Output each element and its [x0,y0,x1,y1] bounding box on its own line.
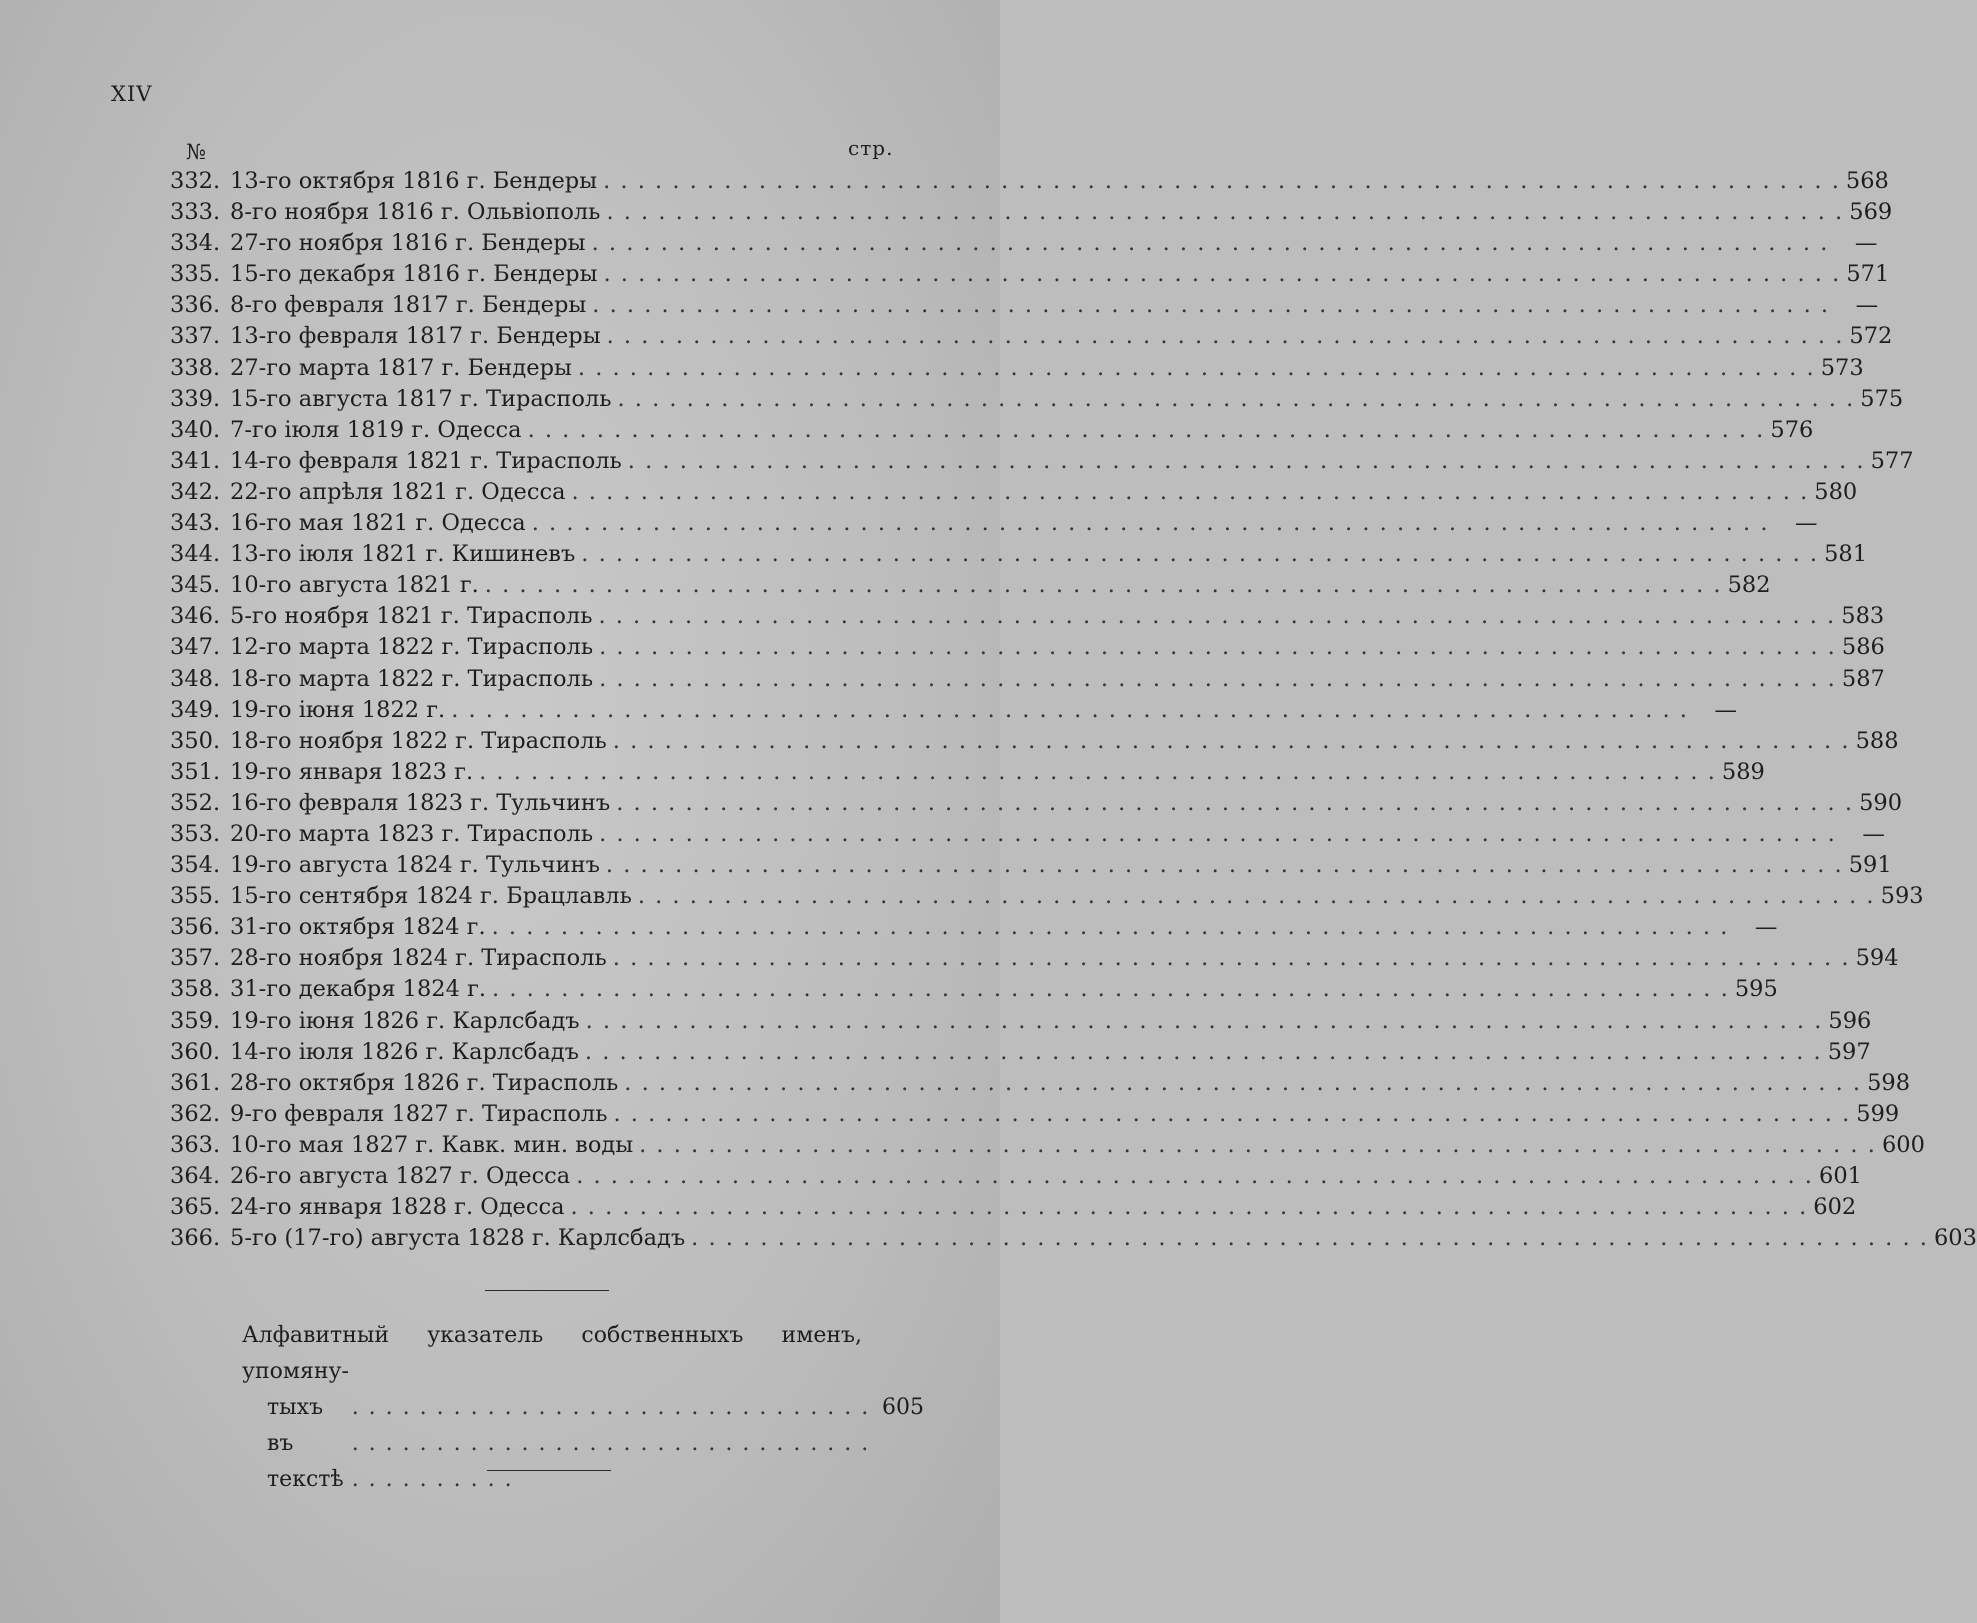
toc-entry-title: 31-го декабря 1824 г. [230,976,487,1003]
toc-entry [170,477,1858,508]
page-number: XIV [111,82,153,106]
separator-rule [487,1470,611,1471]
toc-entry [170,415,1814,446]
toc-entry-page: 597 [1827,1038,1871,1065]
dot-leader [485,570,1721,601]
toc-entry-title: 14-го февраля 1821 г. Тирасполь [230,447,622,474]
toc-entry-number: 347. [170,634,221,661]
toc-entry-number: 344. [170,541,221,568]
toc-entry-page: 583 [1841,603,1885,630]
toc-entry-page: — [1855,292,1879,319]
toc-entry [170,1037,1871,1068]
toc-entry [170,1068,1911,1099]
toc-entry [170,912,1778,943]
toc-entry [170,1130,1925,1161]
dot-leader [492,974,1728,1005]
toc-entry [170,757,1765,788]
toc-entry-number: 357. [170,945,221,972]
toc-entry [170,570,1771,601]
toc-entry-page: 595 [1734,976,1778,1003]
dot-leader [607,321,1843,352]
toc-entry-title: 5-го ноября 1821 г. Тирасполь [230,603,593,630]
dot-leader [352,1390,872,1498]
toc-entry-page: 575 [1860,385,1904,412]
toc-entry-number: 352. [170,789,221,816]
toc-entry-page: — [1754,914,1778,941]
toc-entry-page: 596 [1828,1007,1872,1034]
table-of-contents [170,166,1977,1254]
toc-entry-page: — [1795,510,1818,537]
index-entry-title-line2: тыхъ въ текстѣ [267,1395,344,1492]
dot-leader [576,1161,1812,1192]
dot-leader [532,508,1768,539]
toc-entry-title: 28-го ноября 1824 г. Тирасполь [230,945,607,972]
dot-leader [638,881,1874,912]
dot-leader [639,1130,1875,1161]
dot-leader [479,757,1715,788]
dot-leader [613,1099,1849,1130]
toc-entry-page: 586 [1841,634,1885,661]
dot-leader [628,446,1864,477]
dot-leader [581,539,1817,570]
toc-entry [170,943,1899,974]
dot-leader [570,1192,1806,1223]
toc-entry [170,1161,1862,1192]
toc-entry-title: 27-го ноября 1816 г. Бендеры [230,230,586,257]
toc-entry-page: — [1862,820,1885,847]
dot-leader [604,259,1840,290]
toc-entry-title: 20-го марта 1823 г. Тирасполь [230,820,594,847]
toc-entry-page: 582 [1727,572,1771,599]
toc-entry [170,1192,1857,1223]
toc-entry-page: 571 [1846,261,1890,288]
dot-leader [585,1037,1821,1068]
toc-entry-number: 350. [170,727,221,754]
dot-leader [616,788,1852,819]
toc-entry [170,1006,1872,1037]
toc-entry-number: 364. [170,1163,221,1189]
toc-entry [170,508,1818,539]
toc-entry [170,1223,1977,1254]
dot-leader [691,1223,1927,1254]
toc-entry-title: 19-го января 1823 г. [230,758,474,785]
index-entry [242,1318,924,1498]
toc-entry-number: 355. [170,883,221,910]
toc-entry [170,881,1924,912]
toc-entry-page: 603 [1933,1225,1977,1252]
toc-entry-title: 13-го iюля 1821 г. Кишиневъ [230,541,576,568]
toc-entry-page: 581 [1824,541,1868,568]
toc-entry-title: 22-го апрѣля 1821 г. Одесса [230,478,566,505]
toc-entry [170,321,1893,352]
toc-entry-title: 24-го января 1828 г. Одесса [230,1194,565,1221]
toc-entry [170,197,1893,228]
toc-entry-number: 358. [170,976,221,1003]
toc-entry-page: 587 [1841,665,1885,692]
toc-entry-number: 341. [170,447,221,474]
toc-entry-page: 573 [1820,354,1864,381]
toc-entry-number: 365. [170,1194,221,1221]
page-column-header: стр. [848,136,894,160]
toc-entry [170,726,1899,757]
dot-leader [492,912,1728,943]
separator-rule [485,1290,609,1291]
toc-entry [170,228,1878,259]
toc-entry-page: 598 [1867,1069,1911,1096]
toc-entry-number: 349. [170,696,221,723]
toc-entry-number: 360. [170,1038,221,1065]
toc-entry [170,788,1903,819]
dot-leader [598,601,1834,632]
toc-entry-title: 19-го августа 1824 г. Тульчинъ [230,852,600,879]
toc-entry-title: 13-го февраля 1817 г. Бендеры [230,323,601,350]
toc-entry-title: 9-го февраля 1827 г. Тирасполь [230,1100,608,1127]
toc-entry-number: 333. [170,199,221,226]
toc-entry-title: 7-го iюля 1819 г. Одесса [230,416,522,443]
toc-entry-page: 576 [1770,416,1814,443]
toc-entry-title: 26-го августа 1827 г. Одесса [230,1163,571,1189]
dot-leader [613,726,1849,757]
toc-entry-title: 5-го (17-го) августа 1828 г. Карлсбадъ [230,1225,686,1252]
toc-entry [170,632,1885,663]
toc-entry-title: 18-го марта 1822 г. Тирасполь [230,665,594,692]
toc-entry [170,850,1892,881]
toc-entry-title: 15-го сентября 1824 г. Брацлавль [230,883,632,910]
toc-entry-title: 27-го марта 1817 г. Бендеры [230,354,572,381]
toc-entry-number: 356. [170,914,221,941]
toc-entry-title: 16-го мая 1821 г. Одесса [230,510,526,537]
toc-entry-number: 346. [170,603,221,630]
dot-leader [578,353,1814,384]
toc-entry-number: 336. [170,292,221,319]
toc-entry [170,353,1864,384]
toc-entry-page: 577 [1870,447,1914,474]
dot-leader [613,943,1849,974]
toc-entry [170,290,1879,321]
toc-entry-title: 15-го августа 1817 г. Тирасполь [230,385,612,412]
dot-leader [571,477,1807,508]
toc-entry-title: 13-го октября 1816 г. Бендеры [230,168,598,194]
toc-entry-title: 10-го августа 1821 г. [230,572,479,599]
toc-entry-number: 366. [170,1225,221,1252]
toc-entry-page: 568 [1845,168,1889,194]
toc-entry-title: 28-го октября 1826 г. Тирасполь [230,1069,619,1096]
toc-entry-page: 572 [1849,323,1893,350]
toc-entry [170,1099,1900,1130]
dot-leader [528,415,1764,446]
toc-entry-number: 361. [170,1069,221,1096]
dot-leader [624,1068,1860,1099]
toc-entry-page: 602 [1813,1194,1857,1221]
toc-entry-number: 354. [170,852,221,879]
toc-entry-title: 19-го iюня 1826 г. Карлсбадъ [230,1007,580,1034]
toc-entry [170,819,1885,850]
dot-leader [606,197,1842,228]
dot-leader [599,664,1835,695]
toc-entry-number: 353. [170,820,221,847]
toc-entry-title: 18-го ноября 1822 г. Тирасполь [230,727,607,754]
toc-entry-title: 8-го февраля 1817 г. Бендеры [230,292,587,319]
toc-entry-number: 340. [170,416,221,443]
dot-leader [599,632,1835,663]
toc-entry-title: 15-го декабря 1816 г. Бендеры [230,261,598,288]
index-entry-title-line1: Алфавитный указатель собственныхъ именъ, упомяну- [242,1323,862,1384]
toc-entry-number: 362. [170,1100,221,1127]
toc-entry-page: — [1714,696,1737,723]
toc-entry-page: 580 [1814,478,1858,505]
toc-entry-title: 16-го февраля 1823 г. Тульчинъ [230,789,611,816]
number-column-header: № [186,140,206,164]
toc-entry-page: — [1854,230,1878,257]
toc-entry-number: 343. [170,510,221,537]
dot-leader [603,166,1839,197]
dot-leader [599,819,1835,850]
toc-entry [170,539,1868,570]
toc-entry-number: 363. [170,1131,221,1158]
toc-entry-title: 10-го мая 1827 г. Кавк. мин. воды [230,1131,634,1158]
toc-entry-number: 351. [170,758,221,785]
index-entry-page: 605 [882,1395,924,1420]
toc-entry-number: 359. [170,1007,221,1034]
toc-entry-page: 590 [1859,789,1903,816]
toc-entry-number: 334. [170,230,221,257]
toc-entry-title: 8-го ноября 1816 г. Ольвiополь [230,199,601,226]
toc-entry-page: 601 [1819,1163,1862,1189]
toc-entry-title: 31-го октября 1824 г. [230,914,486,941]
toc-entry [170,974,1778,1005]
toc-entry-title: 14-го iюля 1826 г. Карлсбадъ [230,1038,579,1065]
toc-entry [170,384,1904,415]
dot-leader [451,695,1687,726]
toc-entry-number: 345. [170,572,221,599]
toc-entry [170,695,1737,726]
toc-entry-page: 569 [1849,199,1893,226]
dot-leader [592,228,1828,259]
toc-entry-number: 342. [170,478,221,505]
toc-entry-page: 591 [1848,852,1892,879]
toc-entry-page: 593 [1880,883,1924,910]
toc-entry [170,166,1889,197]
dot-leader [586,1006,1822,1037]
toc-entry-page: 599 [1856,1100,1900,1127]
toc-entry [170,664,1885,695]
toc-entry-title: 12-го марта 1822 г. Тирасполь [230,634,594,661]
toc-entry-number: 348. [170,665,221,692]
toc-entry-number: 339. [170,385,221,412]
dot-leader [617,384,1853,415]
toc-entry [170,446,1914,477]
toc-entry [170,259,1890,290]
toc-entry-page: 600 [1881,1131,1925,1158]
toc-entry-page: 589 [1721,758,1765,785]
toc-entry-number: 332. [170,168,221,194]
toc-entry-page: 594 [1855,945,1899,972]
toc-entry-number: 335. [170,261,221,288]
dot-leader [606,850,1842,881]
toc-entry-number: 338. [170,354,221,381]
dot-leader [592,290,1828,321]
toc-entry-page: 588 [1855,727,1899,754]
toc-entry-title: 19-го iюня 1822 г. [230,696,446,723]
toc-entry [170,601,1885,632]
toc-entry-number: 337. [170,323,221,350]
